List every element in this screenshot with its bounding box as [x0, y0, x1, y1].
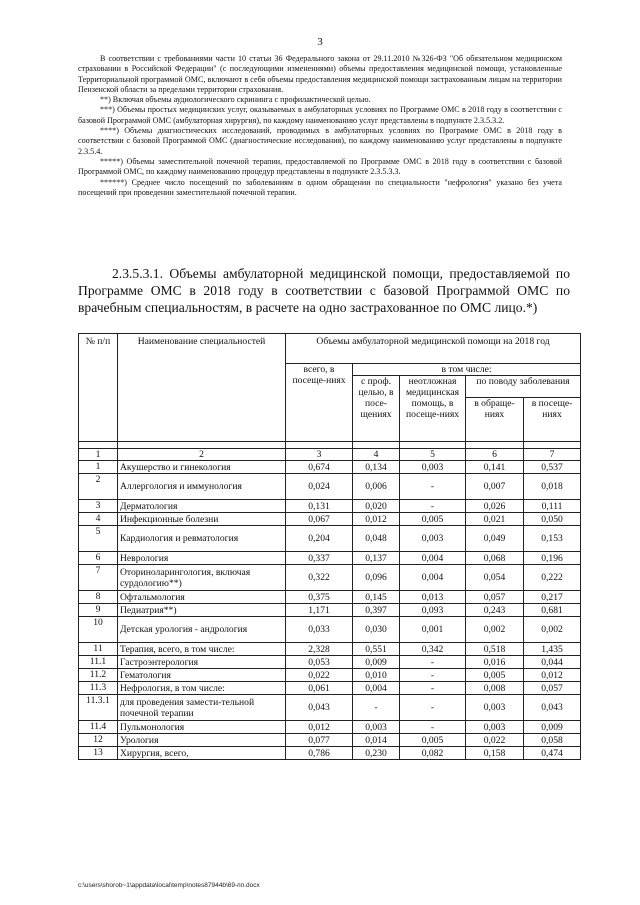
row-specialty: Пульмонология — [118, 721, 286, 734]
row-urgent-visits: - — [400, 669, 466, 682]
volumes-table — [78, 333, 581, 760]
row-prof-visits: 0,009 — [353, 656, 400, 669]
row-total-visits: 0,061 — [286, 682, 353, 695]
row-total-visits: 0,786 — [286, 747, 353, 760]
row-disease-appeals: 0,008 — [466, 682, 524, 695]
table-row — [79, 500, 581, 513]
row-disease-visits: 0,043 — [524, 695, 581, 721]
row-prof-visits: 0,145 — [353, 591, 400, 604]
table-row — [79, 617, 581, 643]
row-disease-appeals: 0,518 — [466, 643, 524, 656]
column-numbers-row — [79, 449, 581, 461]
footer-path: c:\users\shorob~1\appdata\local\temp\notes87944b\69-пп.docx — [78, 882, 260, 889]
table-body — [79, 461, 581, 760]
row-disease-visits: 0,018 — [524, 474, 581, 500]
row-specialty: Урология — [118, 734, 286, 747]
row-total-visits: 0,022 — [286, 669, 353, 682]
row-total-visits: 0,043 — [286, 695, 353, 721]
row-urgent-visits: 0,093 — [400, 604, 466, 617]
row-disease-visits: 1,435 — [524, 643, 581, 656]
column-number: 5 — [400, 449, 466, 461]
row-disease-visits: 0,111 — [524, 500, 581, 513]
row-prof-visits: - — [353, 695, 400, 721]
footnote-5: *****) Объемы заместительной почечной терапии, предоставляемой по Программе ОМС в 2018 году в соответствии с базовой Программой ОМС, по каждому наименованию процедур представлены в подпункте 2.3.5.3.3. — [78, 156, 562, 177]
row-prof-visits: 0,551 — [353, 643, 400, 656]
row-disease-appeals: 0,005 — [466, 669, 524, 682]
row-specialty: Терапия, всего, в том числе: — [118, 643, 286, 656]
row-disease-visits: 0,196 — [524, 552, 581, 565]
table-row — [79, 669, 581, 682]
header-prof: с проф. целью, в посе-щениях — [353, 376, 400, 442]
row-urgent-visits: 0,005 — [400, 734, 466, 747]
row-number: 7 — [79, 565, 118, 591]
table-row — [79, 721, 581, 734]
row-prof-visits: 0,003 — [353, 721, 400, 734]
row-total-visits: 0,024 — [286, 474, 353, 500]
row-disease-appeals: 0,141 — [466, 461, 524, 474]
header-num: № п/п — [79, 334, 118, 442]
table-row — [79, 565, 581, 591]
header-name: Наименование специальностей — [118, 334, 286, 442]
table-row — [79, 474, 581, 500]
row-specialty: Педиатрия**) — [118, 604, 286, 617]
row-disease-visits: 0,222 — [524, 565, 581, 591]
row-disease-appeals: 0,021 — [466, 513, 524, 526]
table-row — [79, 552, 581, 565]
row-disease-visits: 0,153 — [524, 526, 581, 552]
table-row — [79, 747, 581, 760]
row-number: 2 — [79, 474, 118, 500]
row-urgent-visits: - — [400, 682, 466, 695]
row-disease-appeals: 0,068 — [466, 552, 524, 565]
row-specialty: Акушерство и гинекология — [118, 461, 286, 474]
row-number: 11.2 — [79, 669, 118, 682]
row-urgent-visits: 0,013 — [400, 591, 466, 604]
table-row — [79, 682, 581, 695]
row-prof-visits: 0,012 — [353, 513, 400, 526]
row-specialty: для проведения замести-тельной почечной терапии — [118, 695, 286, 721]
header-gap — [79, 442, 581, 449]
header-appeals: в обраще-ниях — [466, 398, 524, 442]
row-total-visits: 0,375 — [286, 591, 353, 604]
row-urgent-visits: 0,342 — [400, 643, 466, 656]
section-title: 2.3.5.3.1. Объемы амбулаторной медицинской помощи, предоставляемой по Программе ОМС в 2018 году в соответствии с базовой Программой ОМС по врачебным специальностям, в расчете на одно застрахованное по ОМС лицо.*) — [78, 266, 570, 315]
row-prof-visits: 0,006 — [353, 474, 400, 500]
column-number: 6 — [466, 449, 524, 461]
table-row — [79, 656, 581, 669]
row-disease-visits: 0,474 — [524, 747, 581, 760]
row-urgent-visits: 0,004 — [400, 565, 466, 591]
footnote-2: **) Включая объемы аудиологического скрининга с профилактической целью. — [100, 95, 371, 105]
column-number: 2 — [118, 449, 286, 461]
row-urgent-visits: - — [400, 721, 466, 734]
table-row — [79, 526, 581, 552]
row-number: 9 — [79, 604, 118, 617]
header-disease: по поводу заболевания — [466, 376, 581, 398]
row-total-visits: 0,067 — [286, 513, 353, 526]
row-prof-visits: 0,048 — [353, 526, 400, 552]
row-number: 11.3.1 — [79, 695, 118, 721]
row-disease-visits: 0,537 — [524, 461, 581, 474]
row-prof-visits: 0,010 — [353, 669, 400, 682]
row-number: 10 — [79, 617, 118, 643]
footnote-6: ******) Среднее число посещений по заболеваниям в одном обращении по специальности "нефрология" указано без учета посещений при проведении заместительной почечной терапии. — [78, 177, 562, 197]
row-prof-visits: 0,014 — [353, 734, 400, 747]
row-disease-appeals: 0,054 — [466, 565, 524, 591]
row-urgent-visits: 0,004 — [400, 552, 466, 565]
row-urgent-visits: 0,082 — [400, 747, 466, 760]
page-number: 3 — [317, 36, 323, 48]
row-urgent-visits: 0,001 — [400, 617, 466, 643]
footnote-3: ***) Объемы простых медицинских услуг, оказываемых в амбулаторных условиях по Программе ОМС в 2018 году в соответствии с базовой Программой ОМС (амбулаторная хирургия), по каждому наименованию услуг представлены в подпункте 2.3.5.3.2. — [78, 105, 562, 125]
row-disease-appeals: 0,016 — [466, 656, 524, 669]
row-urgent-visits: 0,003 — [400, 526, 466, 552]
row-disease-appeals: 0,049 — [466, 526, 524, 552]
row-urgent-visits: 0,003 — [400, 461, 466, 474]
table-row — [79, 734, 581, 747]
row-total-visits: 1,171 — [286, 604, 353, 617]
row-specialty: Аллергология и иммунология — [118, 474, 286, 500]
row-total-visits: 0,131 — [286, 500, 353, 513]
row-disease-visits: 0,012 — [524, 669, 581, 682]
row-specialty: Офтальмология — [118, 591, 286, 604]
column-number: 1 — [79, 449, 118, 461]
row-specialty: Нефрология, в том числе: — [118, 682, 286, 695]
row-specialty: Гематология — [118, 669, 286, 682]
row-total-visits: 0,053 — [286, 656, 353, 669]
row-specialty: Хирургия, всего, — [118, 747, 286, 760]
row-number: 8 — [79, 591, 118, 604]
row-disease-appeals: 0,057 — [466, 591, 524, 604]
header-group: Объемы амбулаторной медицинской помощи на 2018 год — [286, 334, 581, 364]
row-prof-visits: 0,096 — [353, 565, 400, 591]
row-urgent-visits: - — [400, 695, 466, 721]
footnote-4: ****) Объемы диагностических исследований, проводимых в амбулаторных условиях по Программе ОМС в 2018 году в соответствии с базовой Программой ОМС (диагностические исследования), по каждому наименованию услуг представлены в подпункте 2.3.5.4. — [78, 126, 562, 156]
row-disease-appeals: 0,003 — [466, 695, 524, 721]
row-disease-visits: 0,044 — [524, 656, 581, 669]
table-row — [79, 513, 581, 526]
row-disease-visits: 0,058 — [524, 734, 581, 747]
row-number: 12 — [79, 734, 118, 747]
row-disease-visits: 0,050 — [524, 513, 581, 526]
row-disease-visits: 0,009 — [524, 721, 581, 734]
row-disease-visits: 0,002 — [524, 617, 581, 643]
table-row — [79, 643, 581, 656]
row-prof-visits: 0,004 — [353, 682, 400, 695]
row-prof-visits: 0,030 — [353, 617, 400, 643]
row-number: 6 — [79, 552, 118, 565]
footnote-intro: В соответствии с требованиями части 10 статьи 36 Федерального закона от 29.11.2010 №326-ФЗ "Об обязательном медицинском страховании в Российской Федерации" (с последующими изменениями) объемы предоставления медицинской помощи, установленные Территориальной программой ОМС, включают в себя объемы предоставления медицинской помощи застрахованным лицам на территории Пензенской области за пределами территории страхования. — [78, 54, 562, 94]
row-specialty: Неврология — [118, 552, 286, 565]
row-disease-appeals: 0,003 — [466, 721, 524, 734]
row-number: 1 — [79, 461, 118, 474]
row-prof-visits: 0,397 — [353, 604, 400, 617]
row-disease-visits: 0,057 — [524, 682, 581, 695]
row-specialty: Кардиология и ревматология — [118, 526, 286, 552]
row-disease-appeals: 0,007 — [466, 474, 524, 500]
table-row — [79, 461, 581, 474]
row-urgent-visits: - — [400, 500, 466, 513]
row-disease-appeals: 0,002 — [466, 617, 524, 643]
row-specialty: Инфекционные болезни — [118, 513, 286, 526]
column-number: 3 — [286, 449, 353, 461]
row-prof-visits: 0,134 — [353, 461, 400, 474]
row-specialty: Гастроэнтерология — [118, 656, 286, 669]
row-total-visits: 0,674 — [286, 461, 353, 474]
row-urgent-visits: 0,005 — [400, 513, 466, 526]
row-disease-appeals: 0,243 — [466, 604, 524, 617]
row-number: 11 — [79, 643, 118, 656]
row-total-visits: 2,328 — [286, 643, 353, 656]
row-prof-visits: 0,230 — [353, 747, 400, 760]
header-visits: в посеще-ниях — [524, 398, 581, 442]
header-urgent: неотложная медицинская помощь, в посеще-ниях — [400, 376, 466, 442]
row-number: 11.4 — [79, 721, 118, 734]
row-number: 3 — [79, 500, 118, 513]
header-total: всего, в посеще-ниях — [286, 364, 353, 442]
row-disease-appeals: 0,026 — [466, 500, 524, 513]
row-urgent-visits: - — [400, 474, 466, 500]
row-prof-visits: 0,020 — [353, 500, 400, 513]
column-number: 7 — [524, 449, 581, 461]
row-number: 13 — [79, 747, 118, 760]
row-urgent-visits: - — [400, 656, 466, 669]
table-row — [79, 591, 581, 604]
row-prof-visits: 0,137 — [353, 552, 400, 565]
column-number: 4 — [353, 449, 400, 461]
table-row — [79, 604, 581, 617]
row-specialty: Дерматология — [118, 500, 286, 513]
row-disease-appeals: 0,158 — [466, 747, 524, 760]
footnotes — [78, 54, 562, 198]
row-number: 4 — [79, 513, 118, 526]
row-disease-visits: 0,681 — [524, 604, 581, 617]
row-disease-visits: 0,217 — [524, 591, 581, 604]
row-total-visits: 0,204 — [286, 526, 353, 552]
row-disease-appeals: 0,022 — [466, 734, 524, 747]
row-specialty: Детская урология - андрология — [118, 617, 286, 643]
row-number: 11.3 — [79, 682, 118, 695]
row-total-visits: 0,322 — [286, 565, 353, 591]
row-total-visits: 0,033 — [286, 617, 353, 643]
row-total-visits: 0,012 — [286, 721, 353, 734]
row-specialty: Оториноларингология, включая сурдологию**) — [118, 565, 286, 591]
row-number: 5 — [79, 526, 118, 552]
row-total-visits: 0,077 — [286, 734, 353, 747]
table-row — [79, 695, 581, 721]
header-including: в том числе: — [353, 364, 581, 376]
row-total-visits: 0,337 — [286, 552, 353, 565]
row-number: 11.1 — [79, 656, 118, 669]
